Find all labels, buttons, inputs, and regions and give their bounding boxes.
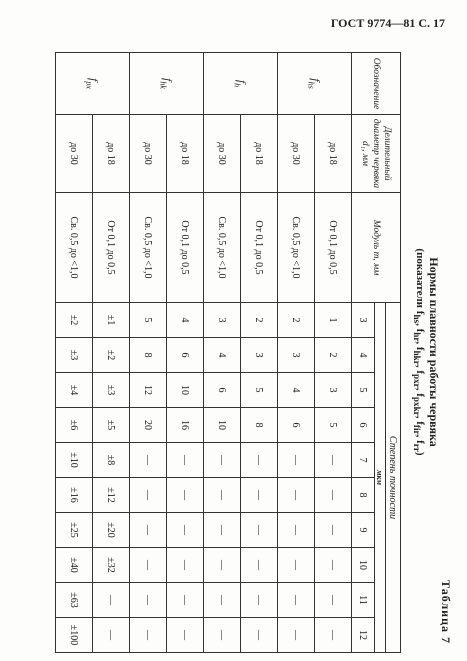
value-cell: 16 — [167, 408, 204, 443]
value-cell: 10 — [167, 373, 204, 408]
value-cell: — — [204, 513, 241, 548]
value-cell: — — [167, 583, 204, 618]
value-cell: 6 — [278, 408, 315, 443]
diameter-cell: до 18 — [241, 115, 278, 193]
value-cell: 2 — [241, 303, 278, 338]
table-row — [130, 53, 167, 653]
value-cell: — — [130, 618, 167, 653]
value-cell: 4 — [167, 303, 204, 338]
value-cell: ±1 — [93, 303, 130, 338]
value-cell: — — [278, 513, 315, 548]
header-diameter: Делительный диаметр червяка d₁, мм — [352, 115, 401, 193]
value-cell: 5 — [241, 373, 278, 408]
grade-number: 5 — [352, 373, 375, 408]
value-cell: ±20 — [93, 513, 130, 548]
value-cell: ±25 — [56, 513, 93, 548]
value-cell: — — [204, 478, 241, 513]
table-row — [56, 53, 93, 653]
module-cell: От 0,1 до 0,5 — [93, 193, 130, 303]
value-cell: — — [241, 583, 278, 618]
value-cell: ±6 — [56, 408, 93, 443]
grade-number: 10 — [352, 548, 375, 583]
value-cell: ±8 — [93, 443, 130, 478]
diameter-cell: до 30 — [56, 115, 93, 193]
header-unit: мкм — [375, 303, 386, 653]
value-cell: — — [204, 443, 241, 478]
value-cell: — — [241, 478, 278, 513]
value-cell: 3 — [241, 338, 278, 373]
value-cell: 6 — [167, 338, 204, 373]
table-row — [204, 53, 241, 653]
value-cell: — — [204, 583, 241, 618]
value-cell: ±5 — [93, 408, 130, 443]
diameter-cell: до 30 — [204, 115, 241, 193]
value-cell: 2 — [278, 303, 315, 338]
value-cell: 5 — [315, 408, 352, 443]
table-row — [315, 53, 352, 653]
grade-number: 9 — [352, 513, 375, 548]
value-cell: ±16 — [56, 478, 93, 513]
value-cell: — — [278, 478, 315, 513]
diameter-cell: до 18 — [315, 115, 352, 193]
value-cell: 8 — [130, 338, 167, 373]
diameter-cell: до 30 — [130, 115, 167, 193]
row-designation: $f_{hk}$ — [130, 53, 204, 115]
tolerance-table — [55, 52, 401, 653]
value-cell: ±10 — [56, 443, 93, 478]
grade-number: 3 — [352, 303, 375, 338]
module-cell: Св. 0,5 до <1,0 — [130, 193, 167, 303]
value-cell: 1 — [315, 303, 352, 338]
value-cell: ±3 — [56, 338, 93, 373]
value-cell: ±32 — [93, 548, 130, 583]
value-cell: — — [130, 583, 167, 618]
value-cell: 3 — [315, 373, 352, 408]
value-cell: 10 — [204, 408, 241, 443]
value-cell: — — [167, 478, 204, 513]
diameter-cell: до 18 — [167, 115, 204, 193]
table-row — [241, 53, 278, 653]
value-cell: 5 — [130, 303, 167, 338]
module-cell: От 0,1 до 0,5 — [241, 193, 278, 303]
value-cell: ±100 — [56, 618, 93, 653]
value-cell: 4 — [204, 338, 241, 373]
table-body — [56, 53, 352, 653]
value-cell: ±3 — [93, 373, 130, 408]
value-cell: — — [315, 513, 352, 548]
grade-number: 6 — [352, 408, 375, 443]
header-module: Модуль m, мм — [352, 193, 401, 303]
table-row — [93, 53, 130, 653]
grade-number: 12 — [352, 618, 375, 653]
value-cell: 3 — [204, 303, 241, 338]
value-cell: — — [241, 618, 278, 653]
value-cell: ±40 — [56, 548, 93, 583]
value-cell: — — [315, 478, 352, 513]
value-cell: — — [130, 548, 167, 583]
value-cell: — — [204, 618, 241, 653]
value-cell: — — [130, 443, 167, 478]
value-cell: ±12 — [93, 478, 130, 513]
table-subtitle: (показатели $f_{hs}$, $f_{hr}$, $f_{hkr}$, $f_{pxr}$, $f_{pxkr}$, $f_{fir}$, $f_{rr}$) — [411, 248, 426, 456]
value-cell: ±63 — [56, 583, 93, 618]
value-cell: 6 — [204, 373, 241, 408]
table-row — [278, 53, 315, 653]
value-cell: 3 — [278, 338, 315, 373]
diameter-cell: до 18 — [93, 115, 130, 193]
value-cell: — — [130, 478, 167, 513]
value-cell: — — [130, 513, 167, 548]
diameter-cell: до 30 — [278, 115, 315, 193]
value-cell: 12 — [130, 373, 167, 408]
module-cell: От 0,1 до 0,5 — [315, 193, 352, 303]
value-cell: — — [241, 513, 278, 548]
header-designation: Обозначение — [352, 53, 401, 115]
module-cell: Св. 0,5 до <1,0 — [204, 193, 241, 303]
value-cell: 20 — [130, 408, 167, 443]
value-cell: ±4 — [56, 373, 93, 408]
value-cell: 4 — [278, 373, 315, 408]
row-designation: $f_{px}$ — [56, 53, 130, 115]
table-row — [167, 53, 204, 653]
value-cell: — — [278, 548, 315, 583]
table-title: Нормы плавности работы червяка — [427, 257, 441, 447]
value-cell: — — [278, 583, 315, 618]
grade-number: 8 — [352, 478, 375, 513]
module-cell: Св. 0,5 до <1,0 — [56, 193, 93, 303]
module-cell: Св. 0,5 до <1,0 — [278, 193, 315, 303]
value-cell: — — [167, 513, 204, 548]
value-cell: — — [93, 618, 130, 653]
grade-number: 4 — [352, 338, 375, 373]
value-cell: — — [315, 443, 352, 478]
value-cell: — — [315, 618, 352, 653]
page-header: ГОСТ 9774—81 С. 17 — [330, 16, 445, 30]
value-cell: — — [278, 443, 315, 478]
grade-number: 7 — [352, 443, 375, 478]
value-cell: — — [93, 583, 130, 618]
value-cell: ±2 — [93, 338, 130, 373]
value-cell: — — [278, 618, 315, 653]
value-cell: 8 — [241, 408, 278, 443]
value-cell: — — [241, 443, 278, 478]
row-designation: $f_h$ — [204, 53, 278, 115]
module-cell: От 0,1 до 0,5 — [167, 193, 204, 303]
value-cell: ±2 — [56, 303, 93, 338]
value-cell: — — [241, 548, 278, 583]
table-label: Таблица 7 — [439, 580, 453, 644]
value-cell: 2 — [315, 338, 352, 373]
value-cell: — — [167, 443, 204, 478]
value-cell: — — [315, 548, 352, 583]
value-cell: — — [204, 548, 241, 583]
grade-number: 11 — [352, 583, 375, 618]
header-grades-title: Степень точности — [386, 303, 401, 653]
row-designation: $f_{hs}$ — [278, 53, 352, 115]
value-cell: — — [167, 618, 204, 653]
rotated-table-frame — [10, 52, 459, 652]
value-cell: — — [315, 583, 352, 618]
value-cell: — — [167, 548, 204, 583]
